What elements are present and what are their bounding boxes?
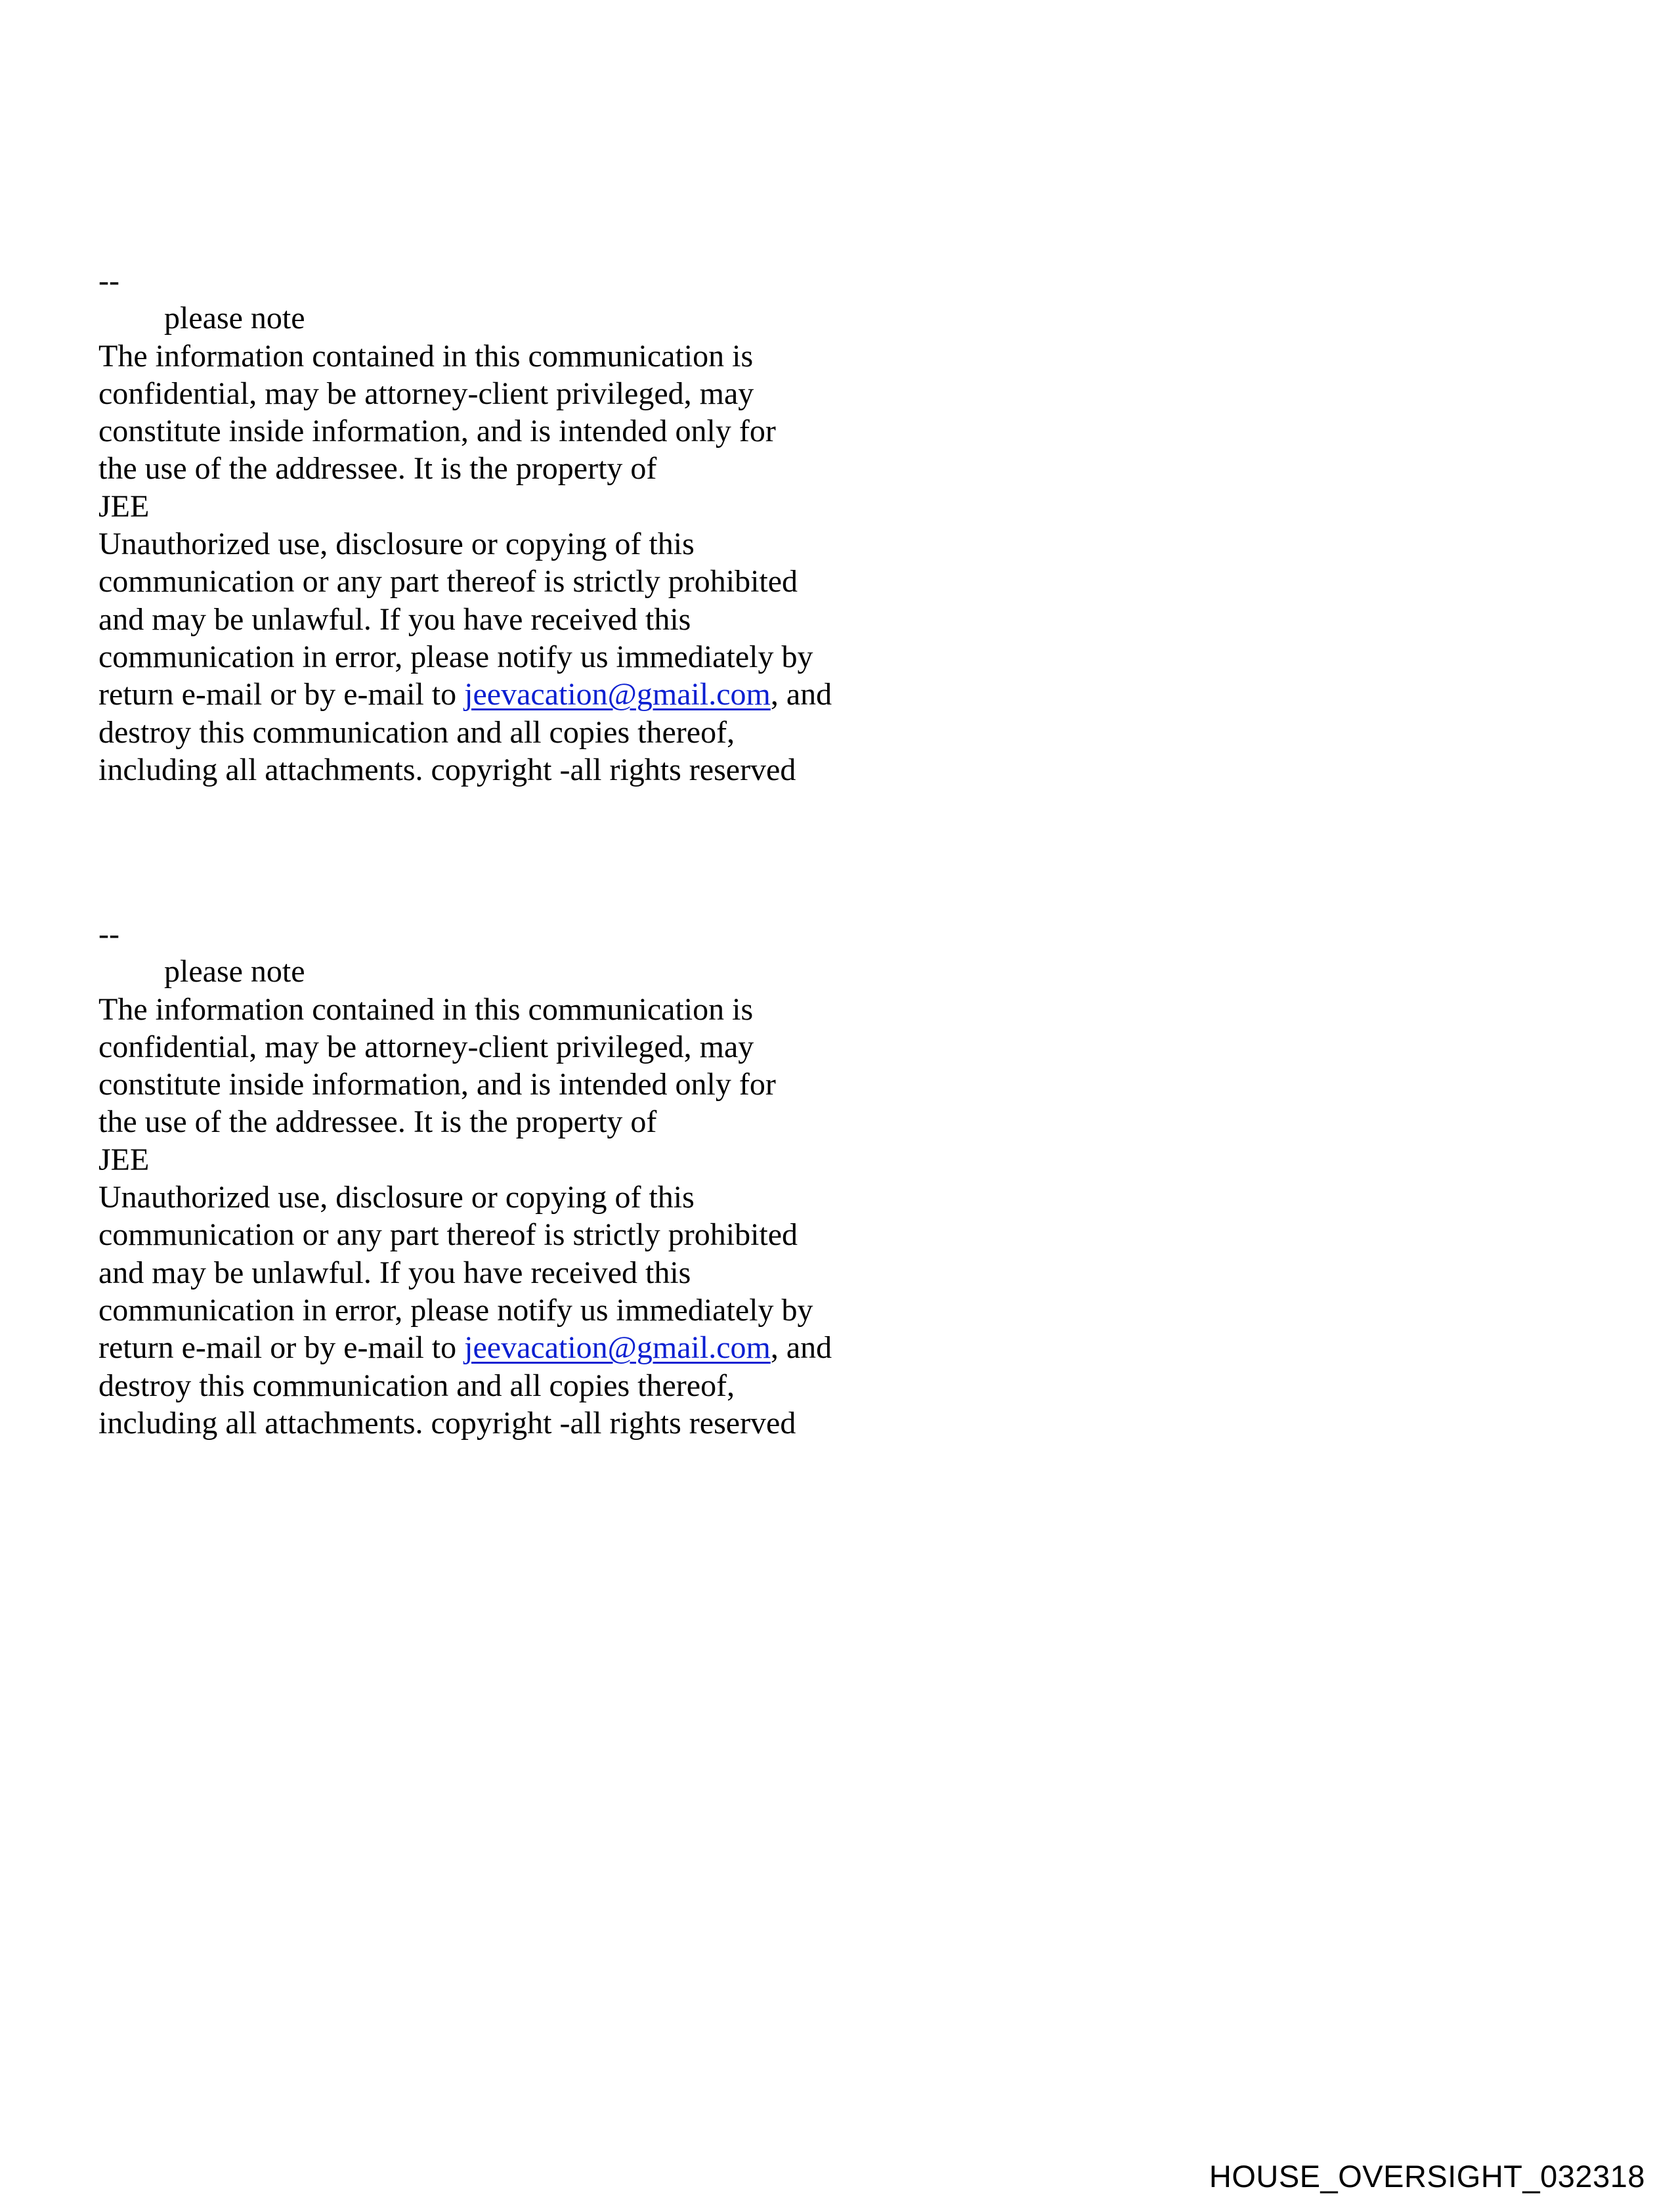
notice-line: communication in error, please notify us immediately by [98,639,813,674]
notice-line: Unauthorized use, disclosure or copying of this [98,527,695,562]
notice-line: destroy this communication and all copies thereof, [98,714,735,750]
notice-line: communication in error, please notify us immediately by [98,1292,813,1328]
email-line-prefix: return e-mail or by e-mail to [98,1330,465,1366]
notice-line: communication or any part thereof is strictly prohibited [98,564,798,599]
notice-line: destroy this communication and all copies thereof, [98,1368,735,1403]
notice-line: communication or any part thereof is strictly prohibited [98,1217,798,1253]
notice-line: confidential, may be attorney-client privileged, may [98,1029,754,1064]
email-line-prefix: return e-mail or by e-mail to [98,677,465,712]
signature-separator: -- [98,917,119,951]
notice-line: The information contained in this communication is [98,338,754,374]
notice-line: JEE [98,1142,150,1177]
notice-line: confidential, may be attorney-client privileged, may [98,376,754,411]
email-line [98,676,952,713]
signature-separator: -- [98,263,119,298]
email-line-suffix: , and [770,677,832,712]
notice-line: including all attachments. copyright -all rights reserved [98,1405,796,1441]
notice-line: JEE [98,488,150,524]
bates-number: HOUSE_OVERSIGHT_032318 [1209,2159,1645,2194]
notice-line: Unauthorized use, disclosure or copying of this [98,1180,695,1215]
confidentiality-notice-2 [98,915,952,1442]
notice-heading: please note [164,954,305,989]
notice-line: constitute inside information, and is intended only for [98,1067,776,1102]
notice-heading: please note [164,301,305,336]
notice-line: and may be unlawful. If you have received this [98,601,691,637]
email-line-suffix: , and [770,1330,832,1366]
email-link[interactable]: jeevacation@gmail.com [464,1330,771,1366]
notice-line: The information contained in this communication is [98,991,754,1027]
notice-line: the use of the addressee. It is the property of [98,1104,657,1140]
notice-line: constitute inside information, and is intended only for [98,414,776,449]
notice-line: and may be unlawful. If you have received this [98,1255,691,1290]
confidentiality-notice-1 [98,262,952,789]
email-link[interactable]: jeevacation@gmail.com [464,677,771,712]
email-line [98,1329,952,1366]
notice-line: the use of the addressee. It is the property of [98,451,657,487]
notice-line: including all attachments. copyright -all rights reserved [98,752,796,787]
